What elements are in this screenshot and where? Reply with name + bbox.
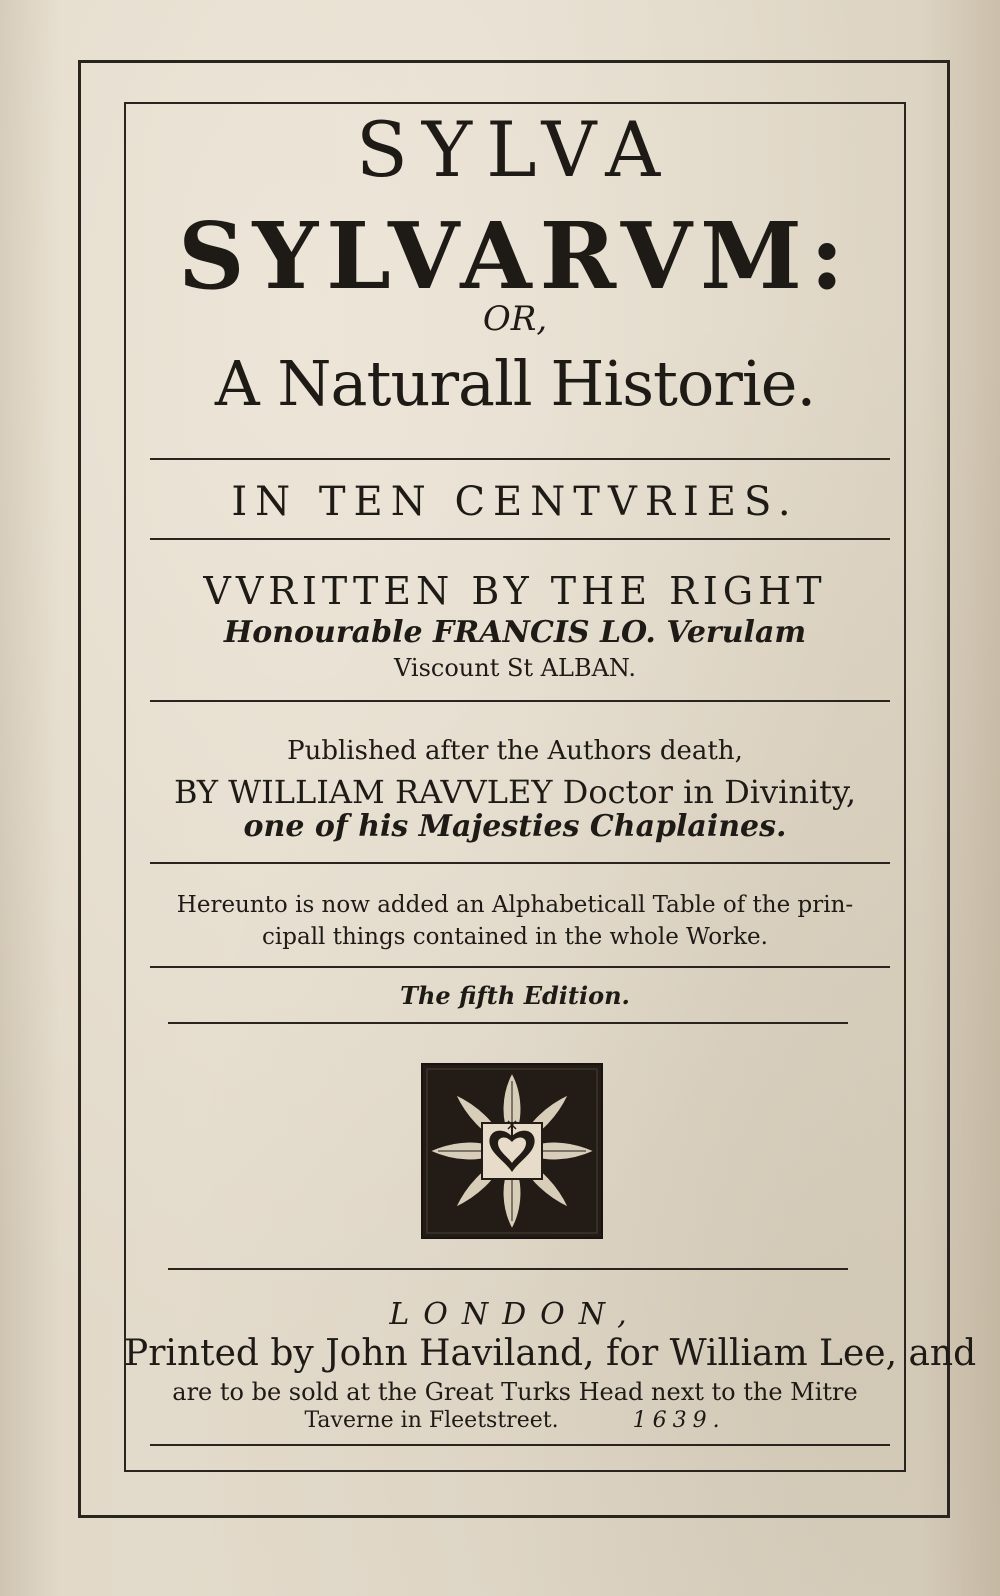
addition-line-1: Hereunto is now added an Alphabeticall Table of the prin- [176, 892, 854, 918]
rule [168, 1022, 848, 1024]
imprint-printed: Printed by John Haviland, for William Lee, and [124, 1333, 977, 1374]
imprint-city: LONDON, [389, 1297, 641, 1332]
author-written-line: VVRITTEN BY THE RIGHT [203, 569, 827, 613]
imprint-year: 1639. [632, 1408, 726, 1433]
addition-line-2: cipall things contained in the whole Worke. [262, 924, 768, 950]
heart-flower-woodcut-icon [421, 1063, 603, 1239]
title-or: OR, [482, 299, 548, 339]
publication-line-1: Published after the Authors death, [287, 736, 743, 766]
publication-line-3: one of his Majesties Chaplaines. [243, 809, 787, 844]
imprint-taverne: Taverne in Fleetstreet. [304, 1408, 559, 1433]
title-line-3: A Naturall Historie. [214, 347, 816, 420]
title-line-1: SYLVA [355, 105, 675, 194]
imprint-taverne-line [124, 1410, 906, 1432]
rule [150, 458, 890, 460]
centuries-line: IN TEN CENTVRIES. [231, 479, 799, 525]
rule [150, 538, 890, 540]
imprint-sold: are to be sold at the Great Turks Head next to the Mitre [172, 1378, 858, 1406]
rule [150, 862, 890, 864]
rule [168, 1268, 848, 1270]
author-title-line: Viscount St ALBAN. [393, 654, 637, 682]
rule [150, 700, 890, 702]
title-line-2: SYLVARVM: [178, 202, 852, 310]
author-name-line: Honourable FRANCIS LO. Verulam [223, 615, 807, 650]
rule [150, 1444, 890, 1446]
edition-line: The fifth Edition. [400, 981, 630, 1010]
publication-line-2: BY WILLIAM RAVVLEY Doctor in Divinity, [173, 773, 857, 811]
rule [150, 966, 890, 968]
